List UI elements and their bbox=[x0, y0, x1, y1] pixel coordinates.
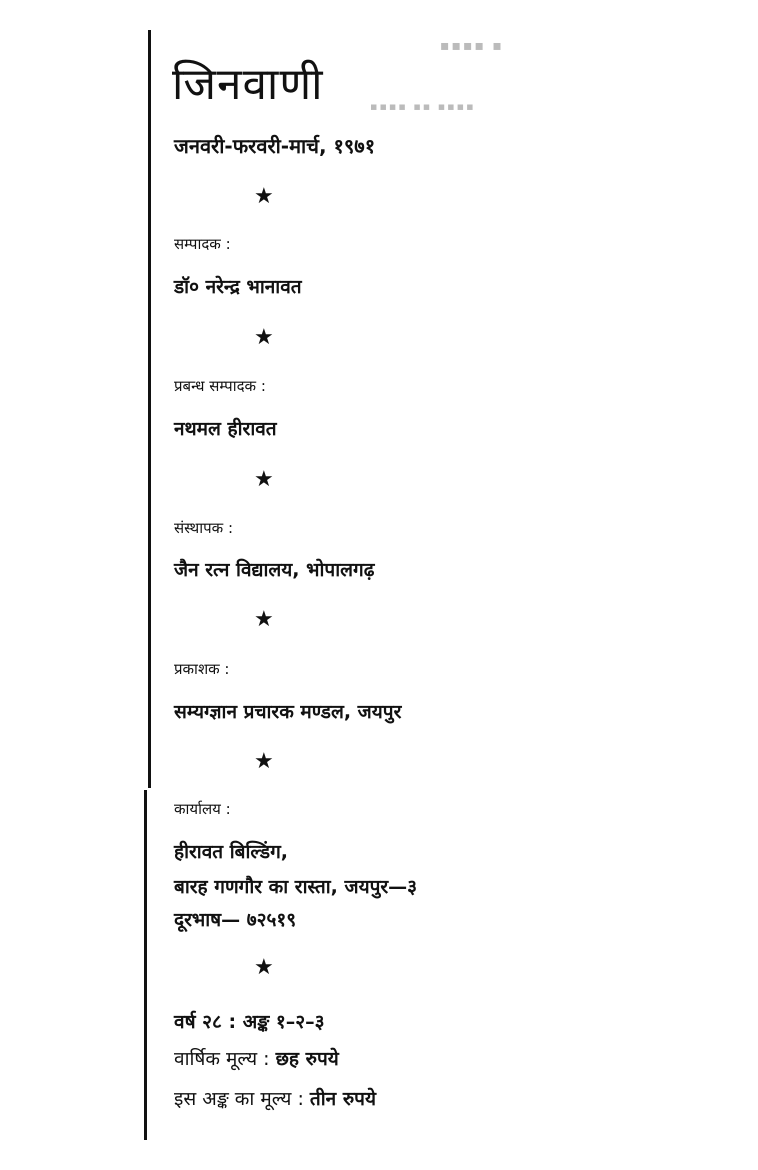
issue-date: जनवरी-फरवरी-मार्च, १९७१ bbox=[174, 134, 376, 158]
star-separator: ★ bbox=[254, 467, 274, 492]
annual-price-label: वार्षिक मूल्य : bbox=[174, 1048, 270, 1070]
faded-stamp-mark: ▪▪▪▪ ▪ bbox=[440, 38, 504, 54]
founder-label: संस्थापक : bbox=[174, 519, 234, 537]
founder-name: जैन रत्न विद्यालय, भोपालगढ़ bbox=[174, 559, 375, 581]
left-margin-rule bbox=[148, 30, 151, 788]
publisher-label: प्रकाशक : bbox=[174, 660, 230, 678]
faded-stamp-mark: ▪▪▪▪ ▪▪ ▪▪▪▪ bbox=[370, 100, 476, 113]
star-separator: ★ bbox=[254, 955, 274, 980]
star-separator: ★ bbox=[254, 184, 274, 209]
publisher-name: सम्यग्ज्ञान प्रचारक मण्डल, जयपुर bbox=[174, 701, 402, 723]
managing-editor-name: नथमल हीरावत bbox=[174, 418, 277, 440]
magazine-title: जिनवाणी bbox=[172, 59, 324, 110]
star-separator: ★ bbox=[254, 325, 274, 350]
office-address-line: हीरावत बिल्डिंग, bbox=[174, 841, 288, 863]
star-separator: ★ bbox=[254, 607, 274, 632]
star-separator: ★ bbox=[254, 749, 274, 774]
issue-price-label: इस अङ्क का मूल्य : bbox=[174, 1088, 304, 1110]
annual-price bbox=[174, 1045, 339, 1071]
managing-editor-label: प्रबन्ध सम्पादक : bbox=[174, 377, 266, 395]
office-address-line: बारह गणगौर का रास्ता, जयपुर—३ bbox=[174, 876, 418, 898]
volume-issue: वर्ष २८ : अङ्क १–२–३ bbox=[174, 1011, 325, 1033]
issue-price bbox=[174, 1085, 376, 1111]
editor-name: डॉ० नरेन्द्र भानावत bbox=[174, 276, 302, 298]
annual-price-value: छह रुपये bbox=[275, 1048, 339, 1070]
issue-price-value: तीन रुपये bbox=[309, 1088, 376, 1110]
left-margin-rule-lower bbox=[144, 790, 147, 1140]
editor-label: सम्पादक : bbox=[174, 235, 231, 253]
office-phone: दूरभाष— ७२५१९ bbox=[174, 909, 297, 931]
office-label: कार्यालय : bbox=[174, 800, 231, 818]
